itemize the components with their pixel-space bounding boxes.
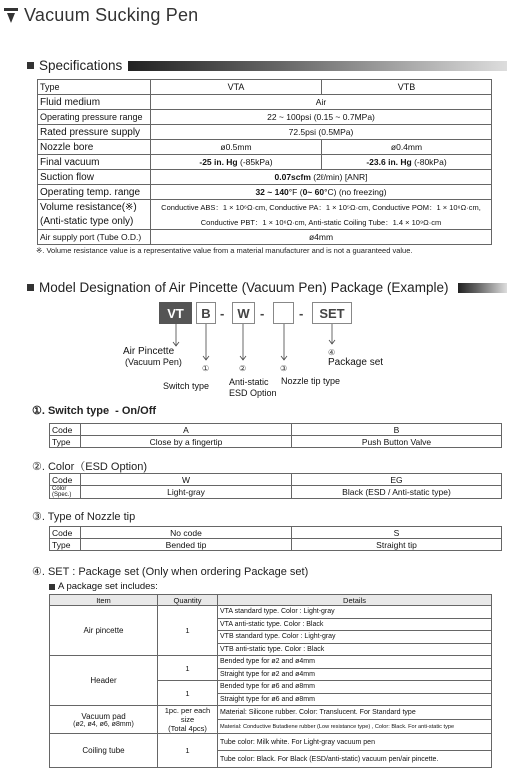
detail-cell: Straight type for ø2 and ø4mm <box>218 668 492 681</box>
color-heading <box>32 458 147 474</box>
spec-value: -23.6 in. Hg <box>366 157 412 167</box>
table-row <box>50 424 502 436</box>
label-line: (Vacuum Pen) <box>125 357 182 367</box>
switch-type-table <box>49 423 502 448</box>
table-cell: EG <box>292 474 502 486</box>
item-cell: Coiling tube <box>50 734 158 768</box>
spec-label: Air supply port (Tube O.D.) <box>38 230 151 245</box>
table-cell: B <box>292 424 502 436</box>
footnote: ※. Volume resistance value is a representative value from a material manufacturer and is not a guaranteed value. <box>36 246 413 255</box>
heading-text: ②. Color（ESD Option) <box>32 461 148 473</box>
spec-label: Operating temp. range <box>38 185 151 200</box>
table-cell: W <box>81 474 292 486</box>
spec-cell: VTA <box>151 80 322 95</box>
spec-value: (0.5MPa) <box>318 127 354 137</box>
detail-cell: Bended type for ø2 and ø4mm <box>218 656 492 669</box>
spec-label-line: Volume resistance(※) <box>40 202 137 213</box>
spec-value: (0.15 ~ 0.7MPa) <box>313 112 375 122</box>
label-line: Anti-static <box>229 377 269 387</box>
spec-cell: Air <box>151 95 492 110</box>
column-header: Item <box>50 595 158 606</box>
code-box-set: SET <box>312 302 352 324</box>
package-sub-text: A package set includes: <box>58 581 158 592</box>
spec-label-line: (Anti-static type only) <box>40 216 134 227</box>
heading-text: ①. Switch type <box>32 405 110 417</box>
spec-cell: VTB <box>322 80 492 95</box>
nozzle-heading <box>32 510 135 523</box>
detail-cell: Tube color: Black. For Black (ESD/anti-static) vacuum pen/air pincette. <box>218 751 492 768</box>
row-label: Type <box>50 539 81 551</box>
spec-label: Type <box>38 80 151 95</box>
spec-cell: ø0.5mm <box>151 140 322 155</box>
spec-label: Suction flow <box>38 170 151 185</box>
table-cell: No code <box>81 527 292 539</box>
code-box-switch: B <box>196 302 216 324</box>
circled-number: ② <box>239 364 247 373</box>
table-cell: Light-gray <box>81 486 292 499</box>
switch-type-label: Switch type <box>163 381 210 391</box>
label-line: Air Pincette <box>123 346 175 357</box>
circled-number: ④ <box>328 348 336 357</box>
code-box-vt: VT <box>159 302 192 324</box>
detail-cell: Straight type for ø6 and ø8mm <box>218 693 492 706</box>
spec-cell: ø0.4mm <box>322 140 492 155</box>
nozzle-tip-label: Nozzle tip type <box>281 376 341 386</box>
item-line: (ø2, ø4, ø6, ø8mm) <box>73 720 134 728</box>
qty-line: 1pc. per each size <box>164 706 211 724</box>
table-cell: Push Button Valve <box>292 436 502 448</box>
detail-cell: Material: Conductive Butadiene rubber (Low resistance type) , Color: Black. For anti-static type <box>218 720 492 734</box>
table-header-row <box>50 595 492 606</box>
detail-cell: VTA standard type. Color : Light-gray <box>218 606 492 619</box>
qty-cell: 1 <box>158 606 218 656</box>
item-cell: Header <box>50 656 158 706</box>
qty-line: (Total 4pcs) <box>168 724 207 733</box>
table-row <box>50 606 492 619</box>
qty-cell <box>158 706 218 734</box>
code-box-color: W <box>232 302 255 324</box>
nozzle-table <box>49 526 502 551</box>
switch-type-heading <box>32 404 156 417</box>
spec-value: 72.5psi <box>288 127 317 137</box>
table-cell: A <box>81 424 292 436</box>
row-label: Code <box>50 424 81 436</box>
spec-value: (-80kPa) <box>414 157 447 167</box>
detail-cell: Tube color: Milk white. For Light-gray vacuum pen <box>218 734 492 751</box>
spec-label: Nozzle bore <box>38 140 151 155</box>
table-cell: Bended tip <box>81 539 292 551</box>
detail-cell: Bended type for ø6 and ø8mm <box>218 681 492 694</box>
spec-label: Final vacuum <box>38 155 151 170</box>
table-row <box>50 474 502 486</box>
table-cell: Close by a fingertip <box>81 436 292 448</box>
spec-label: Rated pressure supply <box>38 125 151 140</box>
spec-value: (2ℓ/min) [ANR] <box>313 172 368 182</box>
spec-value-line: Conductive PBT：1 × 10⁶Ω·cm, Anti-static Coiling Tube：1.4 × 10⁹Ω·cm <box>200 217 442 227</box>
label-line: ESD Option <box>229 388 277 398</box>
detail-cell: VTA anti-static type. Color : Black <box>218 618 492 631</box>
spec-value: °C) (no freezing) <box>324 187 387 197</box>
qty-cell: 1 <box>158 681 218 706</box>
spec-value: (-85kPa) <box>240 157 273 167</box>
table-row <box>50 656 492 669</box>
spec-value: 32 ~ 140 <box>255 187 289 197</box>
spec-cell: ø4mm <box>151 230 492 245</box>
table-row <box>50 486 502 499</box>
specifications-heading-text: Specifications <box>39 58 123 73</box>
qty-cell: 1 <box>158 734 218 768</box>
spec-value: 0.07scfm <box>274 172 311 182</box>
dash-separator: - <box>260 306 265 321</box>
table-cell: Black (ESD / Anti-static type) <box>292 486 502 499</box>
spec-value: °F ( <box>288 187 303 197</box>
heading-text: - On/Off <box>115 404 157 417</box>
spec-value-line: Conductive ABS：1 × 10⁶Ω·cm, Conductive PA：1 × 10⁵Ω·cm, Conductive POM：1 × 10⁶Ω·cm, <box>161 202 481 212</box>
table-row <box>50 734 492 751</box>
row-label: Code <box>50 527 81 539</box>
spec-value: 0~ 60 <box>302 187 325 197</box>
table-cell: S <box>292 527 502 539</box>
heading-square-icon <box>49 584 55 590</box>
table-row <box>50 539 502 551</box>
column-header: Quantity <box>158 595 218 606</box>
spec-label: Operating pressure range <box>38 110 151 125</box>
dash-separator: - <box>299 306 304 321</box>
table-row <box>50 706 492 720</box>
model-heading-text: Model Designation of Air Pincette (Vacuum Pen) Package (Example) <box>39 280 449 295</box>
page-title: Vacuum Sucking Pen <box>24 5 199 25</box>
detail-cell: VTB standard type. Color : Light-gray <box>218 631 492 644</box>
air-pincette-label <box>123 347 182 367</box>
heading-text: ③. Type of Nozzle tip <box>32 511 136 523</box>
qty-cell: 1 <box>158 656 218 681</box>
circled-number: ① <box>202 364 210 373</box>
detail-cell: VTB anti-static type. Color : Black <box>218 643 492 656</box>
item-cell <box>50 706 158 734</box>
spec-value: 22 ~ 100psi <box>267 112 312 122</box>
spec-label: Fluid medium <box>38 95 151 110</box>
package-set-label: Package set <box>328 357 384 368</box>
package-heading <box>32 565 308 578</box>
row-label: Color (Spec.) <box>50 486 81 499</box>
column-header: Details <box>218 595 492 606</box>
table-cell: Straight tip <box>292 539 502 551</box>
row-label: Type <box>50 436 81 448</box>
item-cell: Air pincette <box>50 606 158 656</box>
spec-value: -25 in. Hg <box>199 157 238 167</box>
color-table <box>49 473 502 499</box>
row-label: Code <box>50 474 81 486</box>
circled-number: ③ <box>280 364 288 373</box>
package-table <box>49 594 492 768</box>
detail-cell: Material: Silicone rubber. Color: Translucent. For Standard type <box>218 706 492 720</box>
dash-separator: - <box>220 306 225 321</box>
anti-static-label <box>229 377 277 398</box>
table-row <box>50 527 502 539</box>
heading-text: ④. SET : Package set (Only when ordering Package set) <box>32 566 309 578</box>
item-line: Vacuum pad <box>81 711 126 721</box>
table-row <box>50 436 502 448</box>
package-subheading <box>49 581 158 592</box>
